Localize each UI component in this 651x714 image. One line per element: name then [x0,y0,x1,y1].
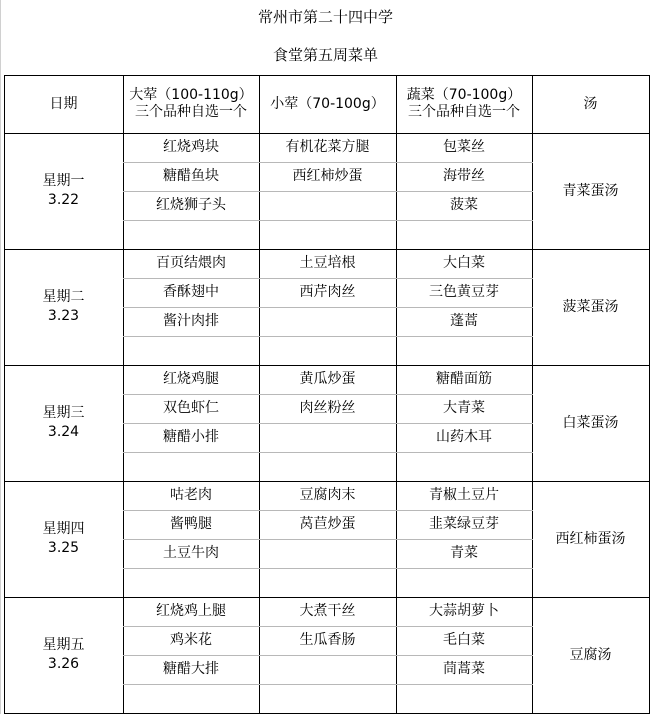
small-dish-item [259,423,396,452]
veg-item: 茼蒿菜 [443,661,485,677]
day-cell [4,481,123,597]
page-edge [0,0,1,714]
veg-item: 海带丝 [443,168,485,184]
big-dish-item: 红烧狮子头 [156,197,226,213]
header-date: 日期 [49,95,78,112]
veg-item: 糖醋面筋 [436,371,492,387]
big-dish-item [123,568,259,597]
day-cell [4,597,123,713]
day-cell [4,249,123,365]
header-soup: 汤 [583,95,598,112]
day-date: 3.23 [47,308,80,324]
small-dish-item [259,568,396,597]
veg-item: 包菜丝 [443,139,485,155]
header-veg [396,75,532,133]
big-dish-item [123,220,259,249]
header-veg-line: 三个品种自选一个 [408,104,520,120]
header-big-dish-line: 三个品种自选一个 [135,104,247,120]
big-dish-item [123,336,259,365]
big-dish-item [123,684,259,713]
big-dish-item: 鸡米花 [170,632,212,648]
day-date: 3.26 [47,656,80,672]
small-dish-item [259,220,396,249]
small-dish-item: 西芹肉丝 [299,284,356,300]
header-big-dish [123,75,259,133]
soup-cell: 青菜蛋汤 [562,182,619,199]
veg-item: 毛白菜 [443,632,485,648]
big-dish-item: 糖醋小排 [163,429,219,445]
small-dish-item: 西红柿炒蛋 [292,168,363,184]
small-dish-item [259,336,396,365]
small-dish-item: 肉丝粉丝 [299,400,356,416]
big-dish-item: 红烧鸡腿 [163,371,219,387]
small-dish-item: 土豆培根 [299,255,356,271]
day-date: 3.25 [47,540,80,556]
veg-item: 山药木耳 [436,429,492,445]
veg-item [396,568,532,597]
veg-item: 菠菜 [450,197,478,213]
header-veg-line: 蔬菜（70-100g） [406,87,522,103]
day-name: 星期四 [42,521,85,537]
day-cell [4,365,123,481]
veg-item [396,684,532,713]
veg-item: 青椒土豆片 [429,487,499,503]
big-dish-item: 酱鸭腿 [170,516,212,532]
veg-item: 三色黄豆芽 [429,284,499,300]
big-dish-item: 土豆牛肉 [163,545,219,561]
day-name: 星期二 [42,289,85,305]
small-dish-item [259,539,396,568]
big-dish-item [123,452,259,481]
header-small-dish: 小荤（70-100g） [270,95,385,112]
small-dish-item: 莴苣炒蛋 [299,516,356,532]
soup-cell: 菠菜蛋汤 [562,298,619,315]
veg-item [396,452,532,481]
page-title: 常州市第二十四中学 [257,8,393,26]
veg-item [396,336,532,365]
big-dish-item: 咕老肉 [170,487,212,503]
veg-item: 蓬蒿 [450,313,478,329]
big-dish-item: 糖醋鱼块 [163,168,219,184]
big-dish-item: 百页结煨肉 [156,255,226,271]
small-dish-item: 大煮干丝 [299,603,356,619]
veg-item: 青菜 [450,545,478,561]
soup-cell: 豆腐汤 [569,646,612,663]
veg-item: 韭菜绿豆芽 [429,516,499,532]
big-dish-item: 红烧鸡块 [163,139,219,155]
big-dish-item: 酱汁肉排 [163,313,219,329]
small-dish-item: 有机花菜方腿 [285,139,370,155]
veg-item [396,220,532,249]
big-dish-item: 糖醋大排 [163,661,219,677]
small-dish-item: 生瓜香肠 [299,632,356,648]
day-name: 星期五 [42,637,85,653]
veg-item: 大青菜 [443,400,485,416]
small-dish-item: 豆腐肉末 [299,487,356,503]
big-dish-item: 香酥翅中 [163,284,219,300]
day-name: 星期一 [42,173,85,189]
day-date: 3.24 [47,424,80,440]
soup-cell: 西红柿蛋汤 [555,530,626,547]
small-dish-item [259,684,396,713]
page-subtitle: 食堂第五周菜单 [272,46,378,64]
small-dish-item [259,191,396,220]
small-dish-item [259,307,396,336]
big-dish-item: 红烧鸡上腿 [156,603,226,619]
veg-item: 大蒜胡萝卜 [429,603,499,619]
grid-vline [649,75,650,713]
small-dish-item [259,452,396,481]
small-dish-item [259,655,396,684]
day-cell [4,133,123,249]
small-dish-item: 黄瓜炒蛋 [299,371,356,387]
day-date: 3.22 [47,192,80,208]
veg-item: 大白菜 [443,255,485,271]
header-big-dish-line: 大荤（100-110g） [129,87,253,103]
day-name: 星期三 [42,405,85,421]
soup-cell: 白菜蛋汤 [562,414,619,431]
big-dish-item: 双色虾仁 [163,400,219,416]
